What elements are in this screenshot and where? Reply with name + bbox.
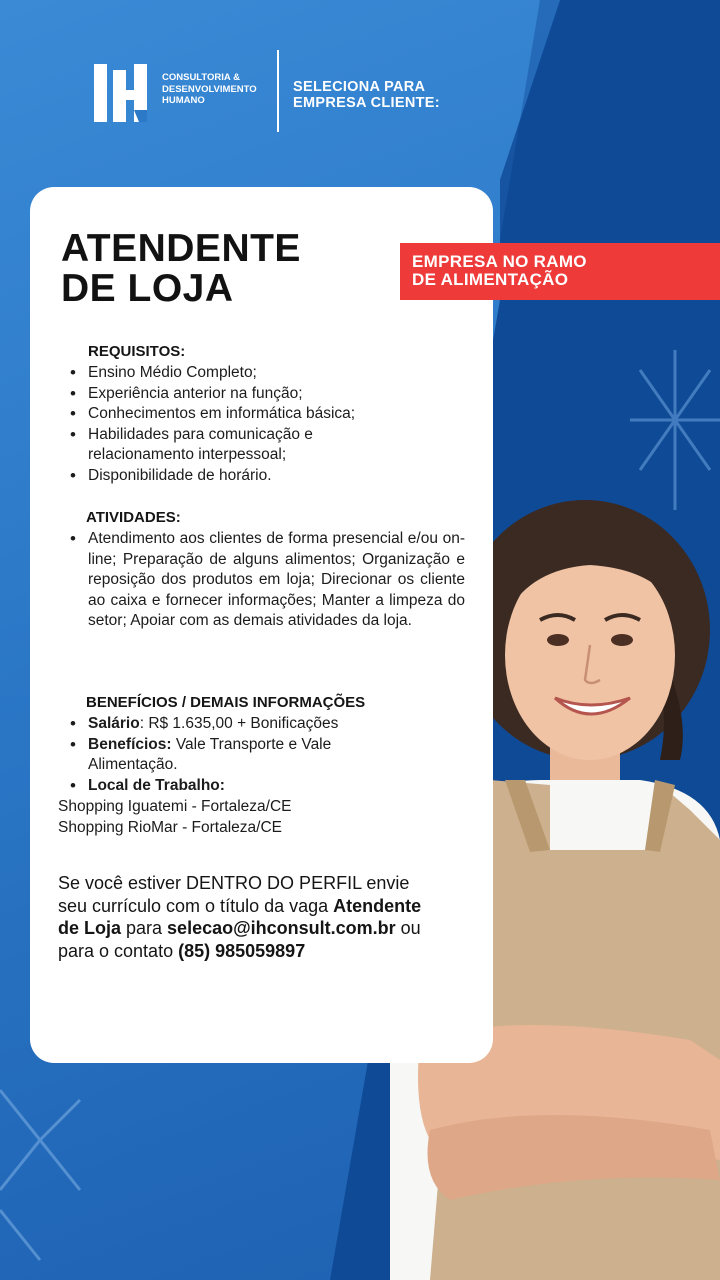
local-2: Shopping RioMar - Fortaleza/CE (58, 819, 282, 836)
cta-phone[interactable]: (85) 985059897 (178, 940, 306, 961)
cta-job-title: Atendente de Loja (58, 895, 422, 938)
job-title-line: DE LOJA (61, 267, 234, 310)
salario-value: : R$ 1.635,00 + Bonificações (139, 715, 339, 732)
header-tagline (293, 79, 440, 111)
list-item: • Atendimento aos clientes de forma presencial e/ou on-line; Preparação de alguns alimentos; Organização e reposição dos produtos em loja; Direcionar os cliente ao caixa e fornecer informações; Manter a limpeza do setor; Apoiar com as demais atividades da loja. (72, 529, 465, 632)
beneficios-label: Benefícios: (88, 735, 172, 753)
list-item: • Disponibilidade de horário. (72, 466, 467, 487)
requisitos-heading: REQUISITOS: (88, 343, 186, 360)
header-divider (277, 50, 279, 132)
list-item: • Experiência anterior na função; (72, 384, 467, 405)
atividades-heading: ATIVIDADES: (86, 509, 181, 526)
beneficios-list (72, 714, 402, 796)
local-1: Shopping Iguatemi - Fortaleza/CE (58, 798, 292, 815)
list-item: • Habilidades para comunicação e relacionamento interpessoal; (72, 425, 388, 466)
job-title (61, 229, 301, 309)
list-item: • Conhecimentos em informática básica; (72, 404, 467, 425)
logo-text-line: DESENVOLVIMENTO (162, 83, 257, 95)
cta-text: Se você estiver DENTRO DO PERFIL envie seu currículo com o título da vaga (58, 873, 410, 916)
header-tagline-line: SELECIONA PARA (293, 79, 426, 95)
header-tagline-line: EMPRESA CLIENTE: (293, 95, 440, 111)
list-item (72, 714, 402, 735)
list-item (72, 735, 402, 776)
application-instructions (58, 872, 430, 962)
list-item: • Ensino Médio Completo; (72, 363, 467, 384)
local-label: Local de Trabalho: (88, 776, 225, 794)
banner-line: EMPRESA NO RAMO (412, 252, 587, 271)
beneficios-heading: BENEFÍCIOS / DEMAIS INFORMAÇÕES (86, 694, 366, 711)
banner-line: DE ALIMENTAÇÃO (412, 270, 569, 289)
ih-logo-icon (94, 62, 150, 124)
cta-text: para (121, 918, 168, 938)
requisitos-list (72, 363, 467, 486)
beneficios-value: Vale Transporte e Vale Alimentação. (88, 735, 332, 773)
industry-banner-text (412, 253, 587, 289)
list-item (72, 776, 402, 797)
logo-company-name (162, 72, 272, 107)
salario-label: Salário (88, 715, 140, 732)
cta-email-link[interactable]: selecao@ihconsult.com.br (167, 918, 396, 938)
logo-text-line: HUMANO (162, 95, 205, 106)
decorative-star-left (0, 1080, 90, 1280)
job-title-line: ATENDENTE (61, 227, 301, 270)
atividades-list (72, 529, 465, 632)
cta-text: ou para o contato (58, 918, 421, 961)
logo-text-line: CONSULTORIA & (162, 72, 240, 83)
